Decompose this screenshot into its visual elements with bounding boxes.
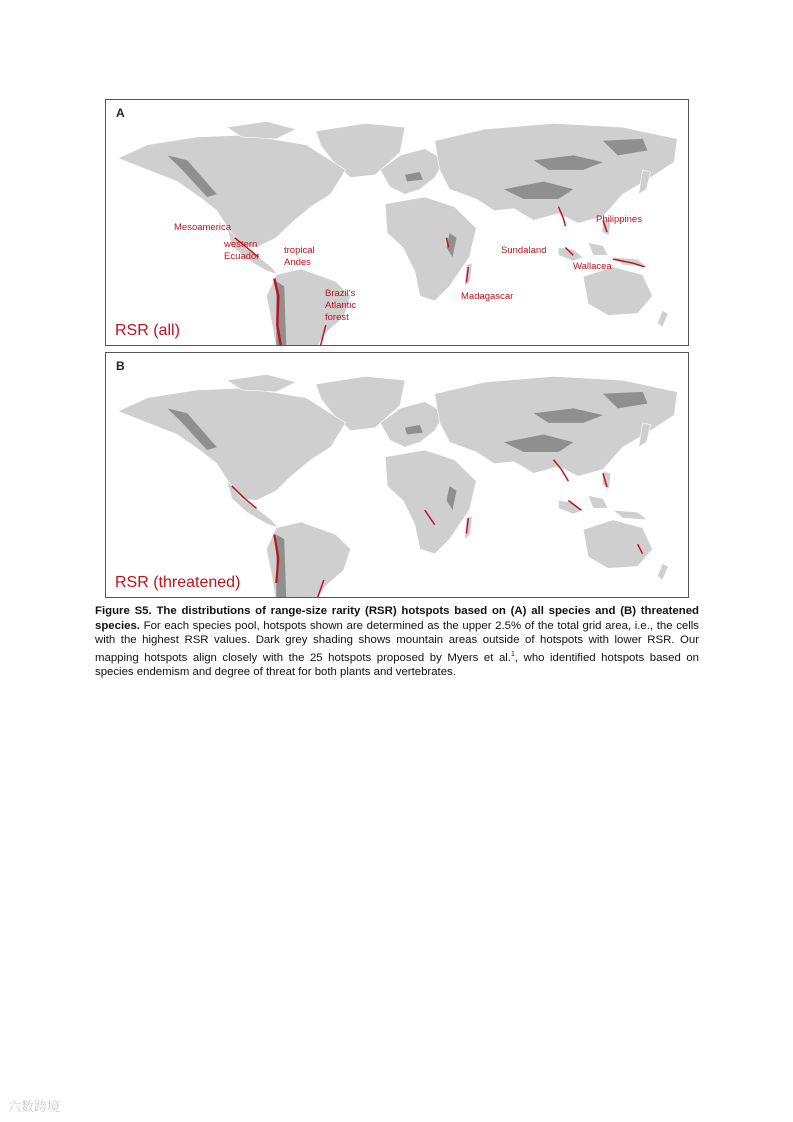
region-label-tropical-andes: tropical Andes	[284, 245, 315, 268]
region-label-western-ecuador: western Ecuador	[224, 239, 260, 262]
region-label-wallacea: Wallacea	[573, 261, 612, 272]
figure-label: Figure S5.	[95, 605, 152, 617]
figure-title: The distributions of range-size rarity (RSR) hotspots based on (A) all species and (B) threatened species.	[95, 605, 699, 632]
region-label-philippines: Philippines	[596, 214, 642, 225]
region-label-mesoamerica: Mesoamerica	[174, 222, 232, 233]
world-map-b	[106, 353, 689, 598]
region-label-madagascar: Madagascar	[461, 291, 514, 302]
figure-caption	[95, 604, 699, 680]
panel-caption-b: RSR (threatened)	[115, 574, 241, 591]
figure-body-1: For each species pool, hotspots shown are determined as the upper 2.5% of the total grid area, i.e., the cells with the highest RSR values. Dark grey shading shows mountain areas outside of hotspots with lower RSR. Our mapping hotspots align closely with the 25 hotspots proposed by Myers et al.	[95, 619, 699, 664]
region-label-sundaland: Sundaland	[501, 245, 547, 256]
watermark: 六数跨境	[8, 1099, 61, 1114]
panel-caption-a: RSR (all)	[115, 322, 180, 339]
figure-body-2: , who identified hotspots based on species endemism and degree of threat for both plants and vertebrates.	[95, 651, 700, 679]
map-panel-b	[105, 352, 689, 598]
map-panel-a	[105, 99, 689, 346]
panel-letter-b: B	[116, 359, 125, 373]
figure-reference: 1	[510, 650, 515, 658]
region-label-atlantic-forest: Brazil's Atlantic forest	[325, 288, 357, 323]
panel-letter-a: A	[116, 106, 125, 120]
